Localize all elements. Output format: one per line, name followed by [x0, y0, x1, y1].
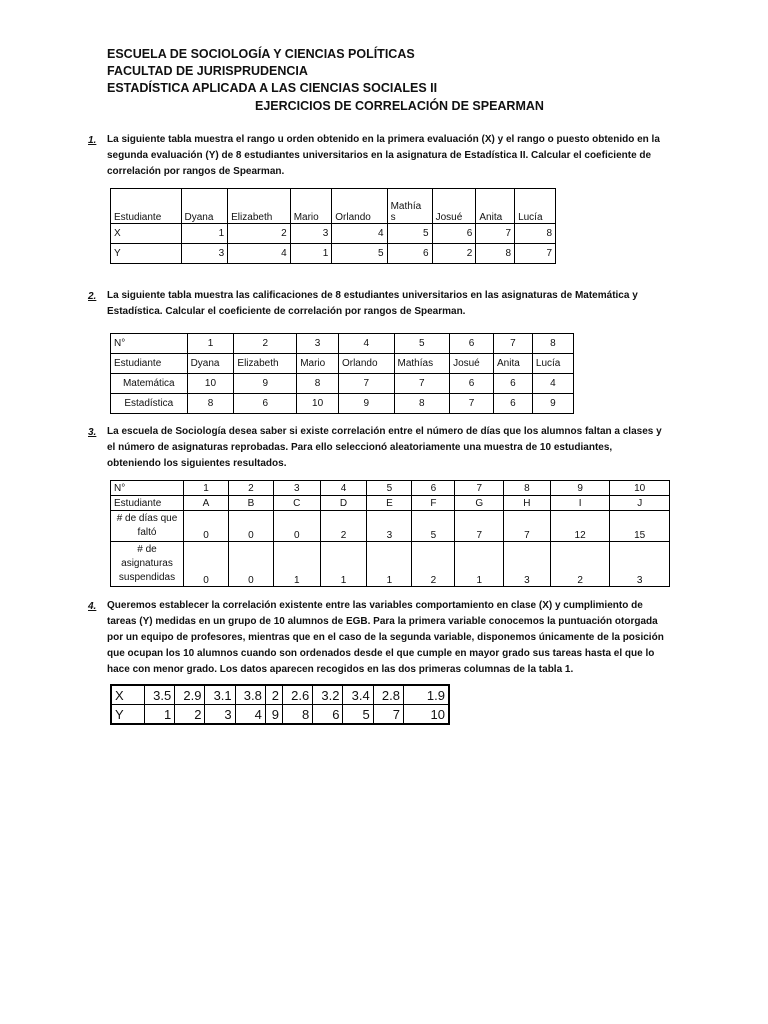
table-cell: Dyana — [181, 189, 228, 224]
exercise-2-number: 2. — [88, 291, 97, 302]
table-row — [111, 334, 574, 354]
table-cell: 3 — [610, 542, 670, 587]
table-cell: 5 — [332, 244, 387, 264]
table-cell: 3.8 — [235, 685, 265, 705]
exercise-4-text — [107, 598, 662, 678]
table-cell: 8 — [297, 374, 339, 394]
table-cell: 6 — [387, 244, 432, 264]
document-subtitle: EJERCICIOS DE CORRELACIÓN DE SPEARMAN — [255, 99, 544, 113]
table-cell: 15 — [610, 511, 670, 542]
table-cell: 3.5 — [145, 685, 175, 705]
table-cell: 1 — [184, 481, 229, 496]
table-cell: 9 — [532, 394, 573, 414]
table-cell: 10 — [404, 705, 450, 725]
table-cell: 1 — [145, 705, 175, 725]
exercise-1-line: correlación por rangos de Spearman. — [107, 166, 285, 177]
table-cell: J — [610, 496, 670, 511]
table-cell: 0 — [228, 511, 273, 542]
table-cell: 1 — [367, 542, 412, 587]
table-cell: 2 — [320, 511, 367, 542]
table-cell: Orlando — [332, 189, 387, 224]
table-cell: 3 — [290, 224, 332, 244]
table-cell: Anita — [494, 354, 533, 374]
exercise-4-table — [110, 684, 450, 725]
row-label: Estudiante — [111, 496, 184, 511]
exercise-1-line: segunda evaluación (Y) de 8 estudiantes universitarios en la asignatura de Estadística II. Calcular el coeficiente de — [107, 150, 652, 161]
row-label: Y — [111, 705, 145, 725]
exercise-4-line: Queremos establecer la correlación existente entre las variables comportamiento en clase (X) y cumplimiento de — [107, 600, 643, 611]
exercise-3-line: el número de asignaturas reprobadas. Para ello seleccionó aleatoriamente una muestra de 10 estudiantes, — [107, 442, 613, 453]
table-cell: 2 — [550, 542, 610, 587]
table-cell: F — [412, 496, 455, 511]
table-cell: 1 — [290, 244, 332, 264]
row-label: N° — [111, 334, 188, 354]
table-row — [111, 244, 556, 264]
table-cell: E — [367, 496, 412, 511]
row-label-line: # de días que — [116, 513, 178, 524]
table-cell: 2.8 — [373, 685, 403, 705]
table-cell: 5 — [412, 511, 455, 542]
table-cell: 1 — [320, 542, 367, 587]
row-label-line: # de — [137, 544, 157, 555]
table-cell: 3 — [181, 244, 228, 264]
table-cell: 9 — [338, 394, 394, 414]
table-cell: 10 — [297, 394, 339, 414]
faculty-title: FACULTAD DE JURISPRUDENCIA — [107, 64, 308, 78]
table-cell: 2 — [265, 685, 282, 705]
table-cell: D — [320, 496, 367, 511]
table-cell: 1 — [455, 542, 504, 587]
row-label: Y — [111, 244, 182, 264]
table-cell: Lucía — [515, 189, 556, 224]
table-cell: 9 — [265, 705, 282, 725]
row-label — [111, 542, 184, 587]
table-cell: 7 — [494, 334, 533, 354]
exercise-4-line: tareas (Y) medidas en un grupo de 10 alumnos de EGB. Para la primera variable conocemos la puntuación otorgada — [107, 616, 658, 627]
table-cell: 0 — [184, 542, 229, 587]
table-cell: 5 — [367, 481, 412, 496]
table-cell: Mathías — [394, 354, 450, 374]
table-cell: 8 — [476, 244, 515, 264]
table-cell: H — [504, 496, 551, 511]
table-cell: 4 — [320, 481, 367, 496]
table-cell: 2 — [228, 481, 273, 496]
table-cell: 2 — [228, 224, 291, 244]
table-cell: 10 — [187, 374, 234, 394]
exercise-4-line: por un equipo de profesores, mientras que en el caso de la segunda variable, disponemos únicamente de la posición — [107, 632, 664, 643]
table-cell: Dyana — [187, 354, 234, 374]
exercise-4-number: 4. — [88, 601, 97, 612]
table-cell: 7 — [455, 481, 504, 496]
table-cell: A — [184, 496, 229, 511]
exercise-3-text — [107, 424, 662, 472]
table-cell: 7 — [338, 374, 394, 394]
table-cell: 5 — [387, 224, 432, 244]
exercise-3-table — [110, 480, 670, 587]
table-cell: 6 — [412, 481, 455, 496]
table-cell: 7 — [450, 394, 494, 414]
row-label: Estadística — [111, 394, 188, 414]
course-title: ESTADÍSTICA APLICADA A LAS CIENCIAS SOCIALES II — [107, 81, 438, 95]
table-cell: B — [228, 496, 273, 511]
table-row — [111, 374, 574, 394]
table-cell: 7 — [394, 374, 450, 394]
row-label — [111, 511, 184, 542]
table-row — [111, 496, 670, 511]
exercise-1-line: La siguiente tabla muestra el rango u orden obtenido en la primera evaluación (X) y el rango o puesto obtenido en la — [107, 134, 660, 145]
table-cell: 2 — [175, 705, 205, 725]
table-cell: 4 — [532, 374, 573, 394]
row-label-line: asignaturas — [121, 558, 173, 569]
table-cell: 3 — [205, 705, 235, 725]
exercise-2-line: La siguiente tabla muestra las calificaciones de 8 estudiantes universitarios en las asignaturas de Matemática y — [107, 290, 638, 301]
table-cell: 6 — [313, 705, 343, 725]
table-cell: 7 — [515, 244, 556, 264]
table-cell: 3.4 — [343, 685, 373, 705]
exercise-3-line: obteniendo los siguientes resultados. — [107, 458, 287, 469]
table-cell: 12 — [550, 511, 610, 542]
table-cell: 3.1 — [205, 685, 235, 705]
table-cell: I — [550, 496, 610, 511]
table-cell: C — [273, 496, 320, 511]
table-cell: 1.9 — [404, 685, 450, 705]
table-cell: 3 — [273, 481, 320, 496]
table-cell: 2.9 — [175, 685, 205, 705]
exercise-1-text — [107, 132, 662, 180]
exercise-1-table — [110, 188, 556, 264]
table-cell: 9 — [550, 481, 610, 496]
table-cell: G — [455, 496, 504, 511]
row-label: X — [111, 685, 145, 705]
table-row — [111, 542, 670, 587]
exercise-3-number: 3. — [88, 427, 97, 438]
table-cell: 7 — [504, 511, 551, 542]
table-cell: Josué — [450, 354, 494, 374]
table-cell: 6 — [234, 394, 297, 414]
table-cell: Orlando — [338, 354, 394, 374]
table-cell: 1 — [273, 542, 320, 587]
table-cell: 9 — [234, 374, 297, 394]
table-cell: 3 — [297, 334, 339, 354]
table-cell: 8 — [187, 394, 234, 414]
row-label: Matemática — [111, 374, 188, 394]
exercise-2-table — [110, 333, 574, 414]
row-label: Estudiante — [111, 354, 188, 374]
table-row — [111, 394, 574, 414]
table-cell: 6 — [432, 224, 476, 244]
table-cell: 2.6 — [283, 685, 313, 705]
row-label: N° — [111, 481, 184, 496]
table-cell: 8 — [515, 224, 556, 244]
table-cell: 4 — [235, 705, 265, 725]
exercise-4-line: hace con menor grado. Los datos aparecen recogidos en las dos primeras columnas de la tabla 1. — [107, 664, 574, 675]
row-label-line: suspendidas — [118, 572, 176, 583]
table-row — [111, 511, 670, 542]
table-cell: 5 — [343, 705, 373, 725]
table-cell: 0 — [273, 511, 320, 542]
table-cell: 3 — [367, 511, 412, 542]
exercise-2-line: Estadística. Calcular el coeficiente de correlación por rangos de Spearman. — [107, 306, 466, 317]
table-cell: 2 — [234, 334, 297, 354]
row-label-line: faltó — [137, 527, 157, 538]
table-row — [111, 354, 574, 374]
exercise-2-text — [107, 288, 662, 320]
table-header-cell: Estudiante — [111, 189, 182, 224]
table-row — [111, 481, 670, 496]
row-label: X — [111, 224, 182, 244]
table-cell: 1 — [181, 224, 228, 244]
table-cell: 6 — [450, 374, 494, 394]
table-cell: 0 — [184, 511, 229, 542]
table-cell: Lucía — [532, 354, 573, 374]
table-cell: 0 — [228, 542, 273, 587]
table-cell: Mario — [297, 354, 339, 374]
table-cell: Mario — [290, 189, 332, 224]
table-cell: 10 — [610, 481, 670, 496]
table-cell: 6 — [450, 334, 494, 354]
table-row — [111, 685, 449, 705]
table-cell: Josué — [432, 189, 476, 224]
table-cell: 3 — [504, 542, 551, 587]
school-title: ESCUELA DE SOCIOLOGÍA Y CIENCIAS POLÍTICAS — [107, 47, 415, 61]
table-cell: Elizabeth — [228, 189, 291, 224]
table-cell: 4 — [332, 224, 387, 244]
table-row — [111, 189, 556, 224]
table-cell: 1 — [187, 334, 234, 354]
table-row — [111, 705, 449, 725]
exercise-4-line: que ocupan los 10 alumnos cuando son ordenados desde el que cumple en mayor grado sus tareas hasta el que lo — [107, 648, 655, 659]
table-cell: 7 — [373, 705, 403, 725]
table-cell: Elizabeth — [234, 354, 297, 374]
table-cell: 2 — [432, 244, 476, 264]
table-cell: 7 — [476, 224, 515, 244]
exercise-3-line: La escuela de Sociología desea saber si existe correlación entre el número de días que los alumnos faltan a clases y — [107, 426, 662, 437]
table-cell: 3.2 — [313, 685, 343, 705]
table-cell: 4 — [228, 244, 291, 264]
table-cell: Anita — [476, 189, 515, 224]
table-cell: 2 — [412, 542, 455, 587]
table-row — [111, 224, 556, 244]
table-cell: 4 — [338, 334, 394, 354]
table-cell: 5 — [394, 334, 450, 354]
table-cell: 8 — [504, 481, 551, 496]
exercise-1-number: 1. — [88, 135, 97, 146]
table-cell: 8 — [394, 394, 450, 414]
table-cell: 6 — [494, 374, 533, 394]
table-cell: Mathía s — [387, 189, 432, 224]
table-cell: 8 — [532, 334, 573, 354]
table-cell: 7 — [455, 511, 504, 542]
table-cell: 6 — [494, 394, 533, 414]
table-cell: 8 — [283, 705, 313, 725]
